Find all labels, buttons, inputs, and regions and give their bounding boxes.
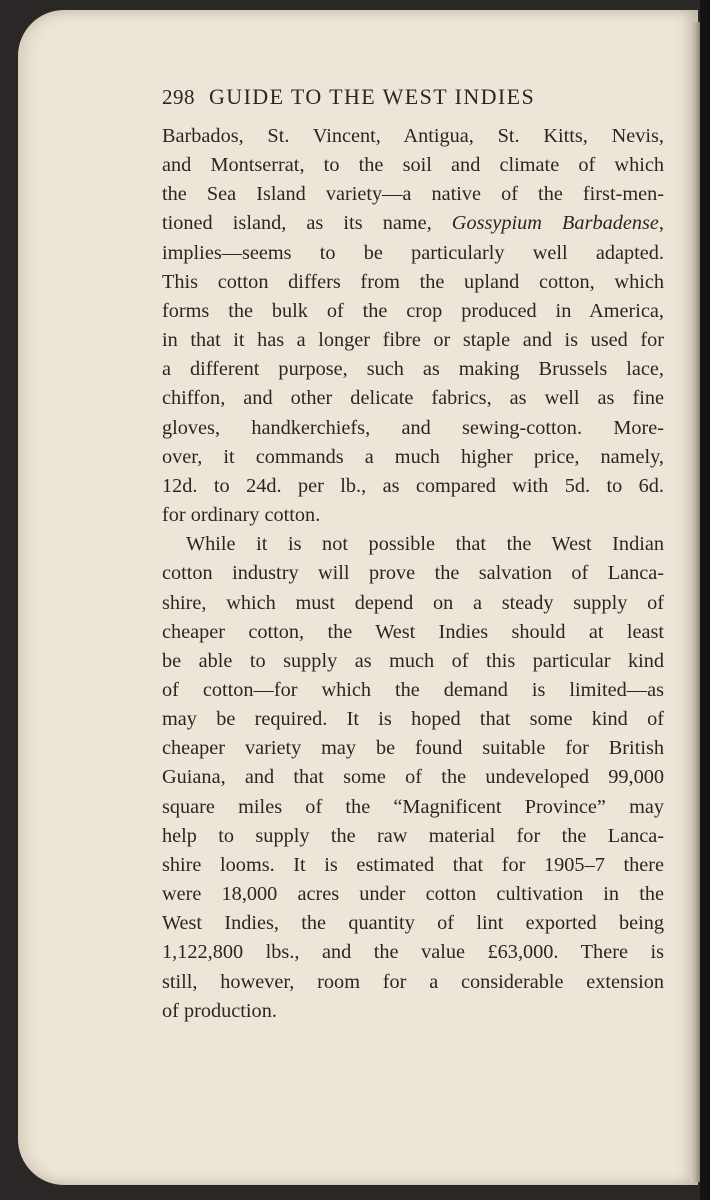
- text-line: [162, 326, 664, 355]
- line-text: tioned island, as its name,: [162, 212, 452, 235]
- text-line: [162, 705, 664, 734]
- text-line: [162, 938, 664, 967]
- line-text: cheaper variety may be found suitable for British: [162, 737, 664, 760]
- line-text: cotton industry will prove the salvation of Lanca-: [162, 562, 664, 585]
- text-line: [162, 997, 664, 1026]
- running-head: GUIDE TO THE WEST INDIES: [209, 84, 536, 109]
- text-line: [162, 763, 664, 792]
- line-text: 1,122,800 lbs., and the value £63,000. There is: [162, 941, 664, 964]
- line-text: may be required. It is hoped that some kind of: [162, 708, 664, 731]
- line-text: for ordinary cotton.: [162, 504, 321, 527]
- text-line: [162, 180, 664, 209]
- italic-term: Gossypium Barbadense: [451, 212, 659, 235]
- text-line: [162, 880, 664, 909]
- line-text: 12d. to 24d. per lb., as compared with 5d. to 6d.: [162, 474, 664, 497]
- text-line: [162, 559, 664, 588]
- text-line: [162, 268, 664, 297]
- text-line: [162, 530, 664, 559]
- text-line: [162, 414, 664, 443]
- text-line: [162, 297, 664, 326]
- paragraph: [162, 530, 664, 1026]
- line-text: and Montserrat, to the soil and climate of which: [162, 154, 664, 177]
- text-line: [162, 384, 664, 413]
- text-line: [162, 676, 664, 705]
- text-line: [162, 851, 664, 880]
- text-line: [162, 122, 664, 151]
- line-text: the Sea Island variety—a native of the first-men-: [162, 183, 664, 206]
- text-line: [162, 501, 664, 530]
- line-text: square miles of the “Magnificent Province” may: [162, 795, 664, 818]
- line-text: of cotton—for which the demand is limited—as: [162, 678, 664, 701]
- text-line: [162, 239, 664, 268]
- page-header: [162, 84, 664, 122]
- text-line: [162, 618, 664, 647]
- page-number: 298: [162, 85, 195, 109]
- line-text: in that it has a longer fibre or staple and is used for: [162, 329, 664, 352]
- text-line: [162, 909, 664, 938]
- line-text: were 18,000 acres under cotton cultivation in the: [162, 883, 664, 906]
- line-text: ,: [658, 212, 664, 235]
- text-line: [162, 647, 664, 676]
- body-text: [162, 122, 664, 1026]
- line-text: gloves, handkerchiefs, and sewing-cotton. More-: [162, 416, 664, 439]
- line-text: a different purpose, such as making Brussels lace,: [162, 358, 664, 381]
- paragraph: [162, 122, 664, 530]
- page-text-block: [162, 84, 664, 1026]
- line-text: forms the bulk of the crop produced in America,: [162, 299, 664, 322]
- line-text: shire looms. It is estimated that for 1905–7 there: [162, 853, 664, 876]
- text-line: [162, 209, 664, 238]
- line-text: cheaper cotton, the West Indies should at least: [162, 620, 664, 643]
- line-text: help to supply the raw material for the Lanca-: [162, 824, 664, 847]
- text-line: [162, 151, 664, 180]
- line-text: still, however, room for a considerable extension: [162, 970, 664, 993]
- line-text: of production.: [162, 999, 277, 1022]
- text-line: [162, 443, 664, 472]
- text-line: [162, 793, 664, 822]
- line-text: Barbados, St. Vincent, Antigua, St. Kitts, Nevis,: [162, 125, 664, 147]
- page-edge: [690, 22, 700, 1182]
- line-text: West Indies, the quantity of lint exported being: [162, 912, 664, 935]
- text-line: [162, 734, 664, 763]
- text-line: [162, 355, 664, 384]
- text-line: [162, 968, 664, 997]
- line-text: implies—seems to be particularly well adapted.: [162, 241, 664, 264]
- line-text: This cotton differs from the upland cotton, which: [162, 270, 664, 293]
- text-line: [162, 822, 664, 851]
- line-text: shire, which must depend on a steady supply of: [162, 591, 664, 614]
- line-text: While it is not possible that the West Indian: [186, 533, 664, 556]
- text-line: [162, 589, 664, 618]
- line-text: be able to supply as much of this particular kind: [162, 649, 664, 672]
- text-line: [162, 472, 664, 501]
- line-text: chiffon, and other delicate fabrics, as well as fine: [162, 387, 664, 410]
- book-binding: [700, 0, 710, 1200]
- line-text: over, it commands a much higher price, namely,: [162, 445, 664, 468]
- line-text: Guiana, and that some of the undeveloped 99,000: [162, 766, 664, 789]
